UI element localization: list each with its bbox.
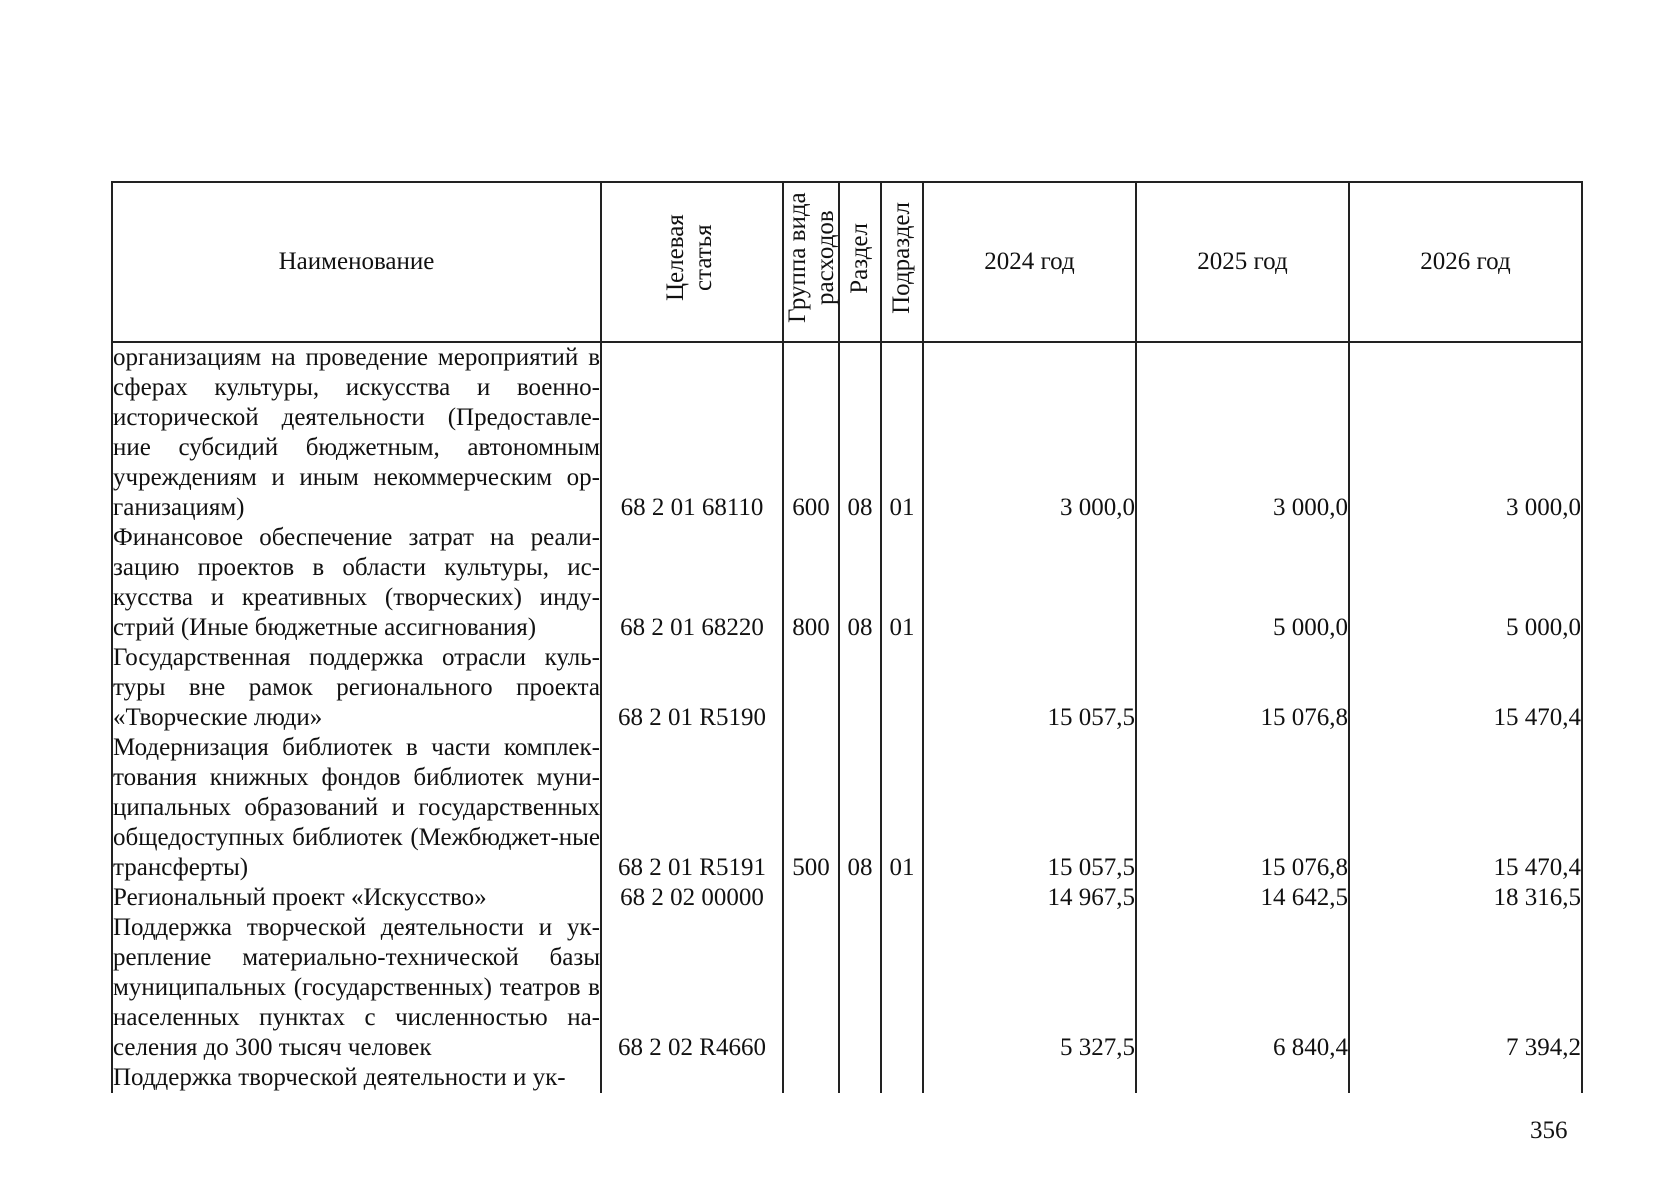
row-name: Поддержка творческой деятельности и ук-: [112, 1063, 601, 1093]
row-expense-group: [783, 883, 839, 913]
table-row: [112, 1063, 1582, 1093]
row-name: Финансовое обеспечение затрат на реали-зацию проектов в области культуры, ис-кусства и креативных (творческих) инду-стрий (Иные бюджетные ассигнования): [113, 524, 600, 641]
table-row: [112, 913, 1582, 1063]
budget-table: [111, 181, 1583, 1093]
row-name: Модернизация библиотек в части комплек-тования книжных фондов библиотек муни-ципальных образований и государственных общедоступных библиотек (Межбюджет-ные трансферты): [113, 734, 600, 881]
table-row: [112, 733, 1582, 883]
row-expense-group: 800: [783, 523, 839, 643]
row-2024: [923, 523, 1136, 643]
header-subsection: Подраздел: [881, 182, 923, 342]
table-row: [112, 883, 1582, 913]
row-2025: 5 000,0: [1136, 523, 1349, 643]
header-name: Наименование: [112, 182, 601, 342]
row-expense-group: [783, 643, 839, 733]
row-name: организациям на проведение мероприятий в сферах культуры, искусства и военно-исторической деятельности (Предоставле-ние субсидий бюджетным, автономным учреждениям и иным некоммерческим ор-ганизациям): [113, 344, 600, 521]
row-2025: 15 076,8: [1136, 733, 1349, 883]
row-section: 08: [839, 342, 881, 523]
row-name: Поддержка творческой деятельности и ук-репление материально-технической базы муниципальных (государственных) театров в населенных пунктах с численностью на-селения до 300 тысяч человек: [113, 914, 600, 1061]
row-2025: 3 000,0: [1136, 342, 1349, 523]
header-2025: 2025 год: [1136, 182, 1349, 342]
row-target-article: 68 2 01 68220: [601, 523, 783, 643]
row-subsection: [881, 1063, 923, 1093]
row-expense-group: 500: [783, 733, 839, 883]
header-2024: 2024 год: [923, 182, 1136, 342]
row-name: Государственная поддержка отрасли куль-туры вне рамок регионального проекта «Творческие люди»: [113, 644, 600, 731]
row-2025: 14 642,5: [1136, 883, 1349, 913]
row-subsection: [881, 883, 923, 913]
row-2026: 7 394,2: [1349, 913, 1582, 1063]
row-target-article: 68 2 01 R5190: [601, 643, 783, 733]
row-target-article: 68 2 01 R5191: [601, 733, 783, 883]
row-target-article: 68 2 01 68110: [601, 342, 783, 523]
row-2025: [1136, 1063, 1349, 1093]
table-header-row: [112, 182, 1582, 342]
row-2024: 14 967,5: [923, 883, 1136, 913]
row-2025: 15 076,8: [1136, 643, 1349, 733]
row-2026: 15 470,4: [1349, 643, 1582, 733]
row-target-article: [601, 1063, 783, 1093]
row-2026: 15 470,4: [1349, 733, 1582, 883]
row-2024: 15 057,5: [923, 733, 1136, 883]
row-name: Региональный проект «Искусство»: [112, 883, 601, 913]
row-2025: 6 840,4: [1136, 913, 1349, 1063]
row-2026: 3 000,0: [1349, 342, 1582, 523]
row-subsection: [881, 913, 923, 1063]
table-row: [112, 523, 1582, 643]
row-2026: 5 000,0: [1349, 523, 1582, 643]
row-2024: 15 057,5: [923, 643, 1136, 733]
row-target-article: 68 2 02 00000: [601, 883, 783, 913]
row-section: 08: [839, 523, 881, 643]
row-2024: 3 000,0: [923, 342, 1136, 523]
header-target-article: Целевая статья: [601, 182, 783, 342]
row-2024: 5 327,5: [923, 913, 1136, 1063]
row-section: [839, 643, 881, 733]
row-2024: [923, 1063, 1136, 1093]
header-expense-group: Группа вида расходов: [783, 182, 839, 342]
row-subsection: 01: [881, 733, 923, 883]
row-section: 08: [839, 733, 881, 883]
row-2026: 18 316,5: [1349, 883, 1582, 913]
row-subsection: [881, 643, 923, 733]
row-expense-group: [783, 913, 839, 1063]
header-section: Раздел: [839, 182, 881, 342]
row-subsection: 01: [881, 342, 923, 523]
row-target-article: 68 2 02 R4660: [601, 913, 783, 1063]
row-expense-group: [783, 1063, 839, 1093]
row-section: [839, 1063, 881, 1093]
table-row: [112, 643, 1582, 733]
row-expense-group: 600: [783, 342, 839, 523]
row-section: [839, 883, 881, 913]
row-2026: [1349, 1063, 1582, 1093]
row-section: [839, 913, 881, 1063]
row-subsection: 01: [881, 523, 923, 643]
page-number: 356: [1530, 1117, 1568, 1144]
header-2026: 2026 год: [1349, 182, 1582, 342]
table-row: [112, 342, 1582, 523]
